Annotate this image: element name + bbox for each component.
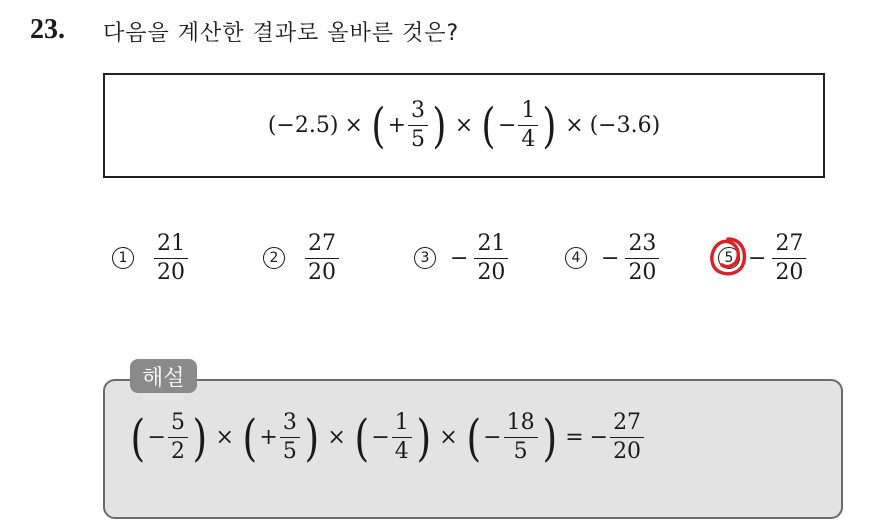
fraction-1-4 [518, 100, 538, 151]
choice-5[interactable] [718, 228, 808, 288]
close-paren: ) [542, 97, 557, 154]
fraction-1-4 [392, 412, 412, 463]
term-4: (−3.6) [589, 113, 661, 138]
choice-marker: 1 [112, 247, 134, 269]
choice-marker: 3 [414, 247, 436, 269]
numerator: 21 [477, 230, 506, 256]
numerator: 5 [170, 410, 185, 435]
denominator: 4 [521, 127, 536, 152]
answer-choices [0, 228, 884, 298]
choice-3[interactable] [414, 228, 510, 288]
denominator: 20 [157, 259, 185, 285]
result-sign: − [589, 425, 609, 450]
numerator: 18 [506, 410, 535, 435]
numerator: 1 [521, 98, 536, 123]
choice-1[interactable] [112, 228, 190, 288]
solution-expression [128, 408, 646, 467]
choice-fraction [305, 230, 339, 285]
open-paren: ( [466, 408, 481, 467]
close-paren: ) [432, 97, 447, 154]
choice-fraction [625, 230, 659, 285]
selected-marker-wrap [718, 247, 748, 269]
denominator: 5 [411, 127, 426, 152]
numerator: 27 [775, 230, 804, 256]
denominator: 20 [613, 439, 642, 464]
choice-fraction [772, 230, 806, 285]
close-paren: ) [416, 408, 431, 467]
denominator: 5 [282, 439, 297, 464]
sign: − [147, 425, 166, 450]
open-paren: ( [130, 408, 146, 467]
choice-sign: − [450, 245, 469, 271]
numerator: 1 [394, 410, 409, 435]
expression-box [103, 73, 825, 178]
question-text: 다음을 계산한 결과로 올바른 것은? [103, 21, 460, 46]
close-paren: ) [192, 408, 208, 467]
numerator: 3 [282, 410, 297, 435]
numerator: 27 [613, 410, 642, 435]
result-fraction [610, 412, 644, 463]
choice-sign: − [601, 245, 620, 271]
fraction-18-5 [504, 412, 538, 463]
question-number: 23. [30, 14, 65, 45]
times-sign: × [439, 425, 458, 450]
numerator: 21 [157, 230, 185, 256]
choice-4[interactable] [565, 228, 661, 288]
fraction-5-2 [168, 412, 188, 463]
denominator: 20 [308, 259, 336, 285]
close-paren: ) [542, 408, 557, 467]
open-paren: ( [242, 408, 257, 467]
choice-fraction [154, 230, 188, 285]
choice-marker: 4 [565, 247, 587, 269]
sign: − [483, 425, 502, 450]
times-sign: × [327, 425, 346, 450]
open-paren: ( [354, 408, 369, 467]
times-sign: × [454, 113, 474, 138]
sign: − [371, 425, 390, 450]
solution-label: 해설 [130, 359, 197, 393]
term-1: (−2.5) [267, 113, 339, 138]
choice-fraction [474, 230, 508, 285]
sign-minus: − [497, 113, 517, 138]
choice-marker: 5 [718, 247, 740, 269]
sign-plus: + [387, 113, 407, 138]
choice-sign: − [748, 245, 767, 271]
numerator: 27 [308, 230, 336, 256]
numerator: 3 [411, 98, 426, 123]
equals-sign: = [565, 425, 584, 450]
choice-2[interactable] [263, 228, 341, 288]
times-sign: × [215, 425, 234, 450]
open-paren: ( [371, 97, 386, 154]
denominator: 20 [775, 259, 804, 285]
close-paren: ) [304, 408, 319, 467]
denominator: 5 [513, 439, 528, 464]
denominator: 20 [477, 259, 506, 285]
sign: + [259, 425, 278, 450]
choice-marker: 2 [263, 247, 285, 269]
times-sign: × [344, 113, 363, 138]
fraction-3-5 [408, 100, 428, 151]
denominator: 4 [394, 439, 409, 464]
fraction-3-5 [280, 412, 300, 463]
expression [267, 97, 661, 154]
open-paren: ( [481, 97, 496, 154]
denominator: 20 [628, 259, 657, 285]
numerator: 23 [628, 230, 657, 256]
times-sign: × [565, 113, 584, 138]
denominator: 2 [170, 439, 185, 464]
